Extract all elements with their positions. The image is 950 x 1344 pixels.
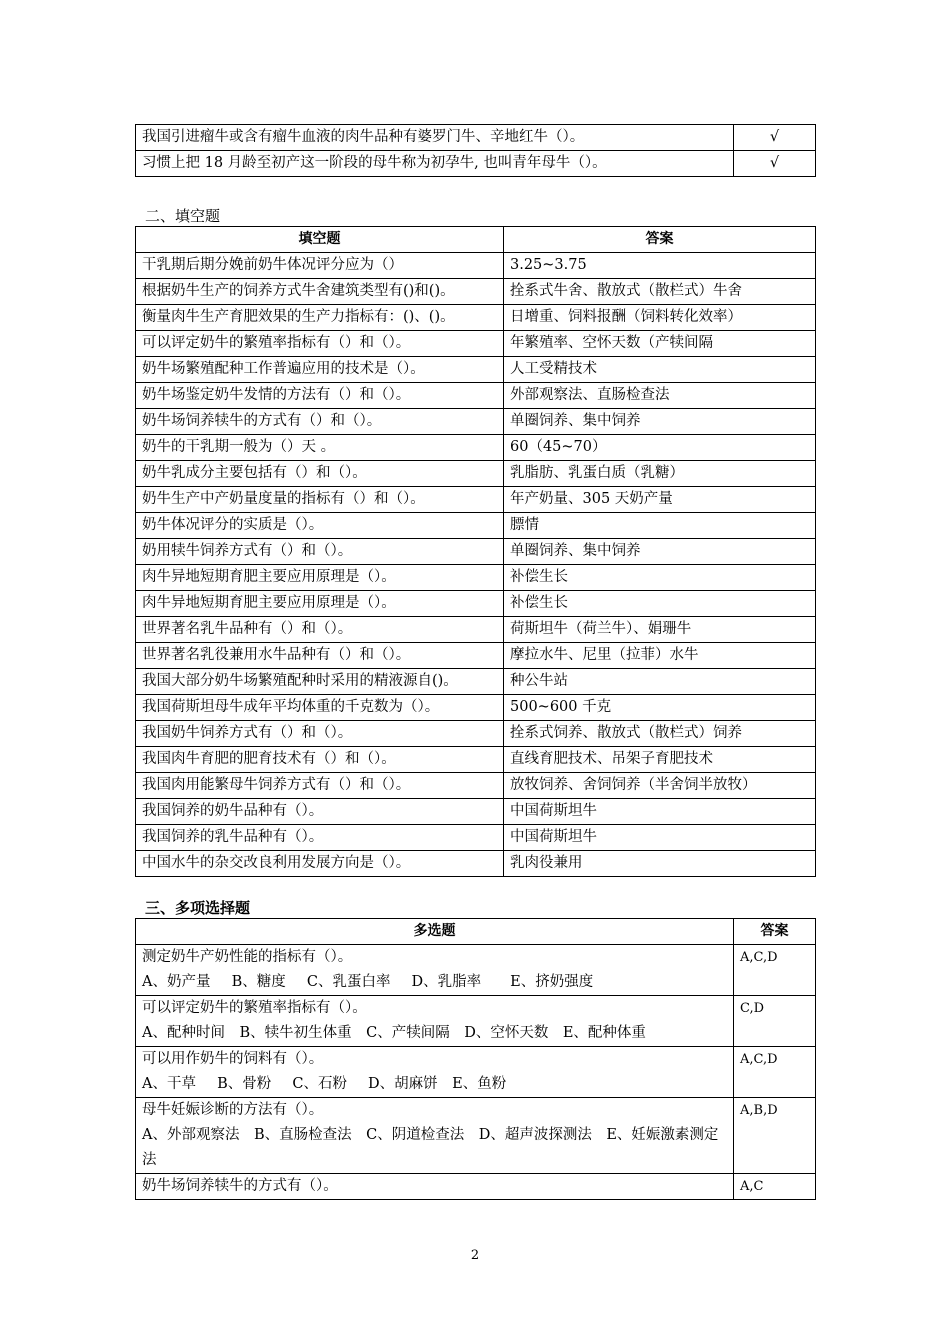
answer-cell: 膘情	[504, 513, 816, 539]
question-cell: 我国饲养的乳牛品种有（）。	[136, 825, 504, 851]
table-row	[136, 331, 816, 357]
answer-cell: 乳肉役兼用	[504, 851, 816, 877]
table-row	[136, 695, 816, 721]
answer-cell: 3.25~3.75	[504, 253, 816, 279]
question-cell: 根据奶牛生产的饲养方式牛舍建筑类型有()和()。	[136, 279, 504, 305]
question-cell: 奶牛的干乳期一般为（）天 。	[136, 435, 504, 461]
mc-question-header: 多选题	[136, 919, 734, 945]
answer-cell: A,C,D	[734, 945, 816, 996]
question-cell: 我国引进瘤牛或含有瘤牛血液的肉牛品种有婆罗门牛、辛地红牛（）。	[136, 125, 734, 151]
answer-cell: √	[734, 125, 816, 151]
answer-cell: 日增重、饲料报酬（饲料转化效率）	[504, 305, 816, 331]
fill-in-table	[135, 226, 816, 877]
question-cell: 干乳期后期分娩前奶牛体况评分应为（）	[136, 253, 504, 279]
question-cell: 奶用犊牛饲养方式有（）和（）。	[136, 539, 504, 565]
table-row	[136, 151, 816, 177]
answer-cell: 补偿生长	[504, 591, 816, 617]
table-row	[136, 669, 816, 695]
table-row	[136, 357, 816, 383]
question-cell: 中国水牛的杂交改良利用发展方向是（）。	[136, 851, 504, 877]
question-cell: 奶牛生产中产奶量度量的指标有（）和（）。	[136, 487, 504, 513]
question-cell: 世界著名乳牛品种有（）和（）。	[136, 617, 504, 643]
options-text: A、干草 B、骨粉 C、石粉 D、胡麻饼 E、鱼粉	[142, 1076, 507, 1092]
mc-header-row	[136, 919, 816, 945]
question-cell: 奶牛场鉴定奶牛发情的方法有（）和（）。	[136, 383, 504, 409]
table-row	[136, 487, 816, 513]
question-cell	[136, 1047, 734, 1098]
answer-cell: 人工受精技术	[504, 357, 816, 383]
question-cell: 我国大部分奶牛场繁殖配种时采用的精液源自()。	[136, 669, 504, 695]
table-row	[136, 125, 816, 151]
question-cell: 我国荷斯坦母牛成年平均体重的千克数为（）。	[136, 695, 504, 721]
table-row	[136, 539, 816, 565]
answer-cell: 外部观察法、直肠检查法	[504, 383, 816, 409]
fill-header-row	[136, 227, 816, 253]
table-row	[136, 513, 816, 539]
table-row	[136, 1047, 816, 1098]
question-cell: 我国饲养的奶牛品种有（）。	[136, 799, 504, 825]
options-text: A、配种时间 B、犊牛初生体重 C、产犊间隔 D、空怀天数 E、配种体重	[142, 1025, 646, 1041]
table-row	[136, 279, 816, 305]
question-text: 测定奶牛产奶性能的指标有（）。	[142, 949, 353, 965]
table-row	[136, 996, 816, 1047]
question-cell: 可以评定奶牛的繁殖率指标有（）和（）。	[136, 331, 504, 357]
answer-cell: A,C	[734, 1174, 816, 1200]
answer-cell: 年繁殖率、空怀天数（产犊间隔	[504, 331, 816, 357]
question-cell	[136, 945, 734, 996]
fill-answer-header: 答案	[504, 227, 816, 253]
table-row	[136, 799, 816, 825]
table-row	[136, 409, 816, 435]
table-row	[136, 825, 816, 851]
question-cell: 肉牛异地短期育肥主要应用原理是（）。	[136, 591, 504, 617]
table-row	[136, 565, 816, 591]
question-cell	[136, 996, 734, 1047]
multiple-choice-table	[135, 918, 816, 1200]
table-row	[136, 617, 816, 643]
question-cell: 奶牛乳成分主要包括有（）和（）。	[136, 461, 504, 487]
question-text: 母牛妊娠诊断的方法有（）。	[142, 1102, 324, 1118]
answer-cell: 直线育肥技术、吊架子育肥技术	[504, 747, 816, 773]
mc-answer-header: 答案	[734, 919, 816, 945]
page-number: 2	[470, 1248, 480, 1263]
answer-cell: 乳脂肪、乳蛋白质（乳糖）	[504, 461, 816, 487]
question-cell	[136, 1174, 734, 1200]
table-row	[136, 253, 816, 279]
answer-cell: A,C,D	[734, 1047, 816, 1098]
options-text: A、外部观察法 B、直肠检查法 C、阴道检查法 D、超声波探测法 E、妊娠激素测定法	[142, 1127, 719, 1168]
true-false-table	[135, 124, 816, 177]
answer-cell: 拴系式饲养、散放式（散栏式）饲养	[504, 721, 816, 747]
answer-cell: 单圈饲养、集中饲养	[504, 409, 816, 435]
table-row	[136, 383, 816, 409]
answer-cell: 中国荷斯坦牛	[504, 799, 816, 825]
options-text: A、奶产量 B、糖度 C、乳蛋白率 D、乳脂率 E、挤奶强度	[142, 974, 594, 990]
table-row	[136, 1174, 816, 1200]
question-cell: 我国奶牛饲养方式有（）和（）。	[136, 721, 504, 747]
answer-cell: C,D	[734, 996, 816, 1047]
question-cell: 我国肉牛育肥的肥育技术有（）和（）。	[136, 747, 504, 773]
answer-cell: 补偿生长	[504, 565, 816, 591]
question-cell: 奶牛体况评分的实质是（）。	[136, 513, 504, 539]
question-cell: 肉牛异地短期育肥主要应用原理是（）。	[136, 565, 504, 591]
table-row	[136, 851, 816, 877]
question-cell	[136, 1098, 734, 1174]
question-cell: 世界著名乳役兼用水牛品种有（）和（）。	[136, 643, 504, 669]
question-cell: 奶牛场饲养犊牛的方式有（）和（）。	[136, 409, 504, 435]
table-row	[136, 591, 816, 617]
table-row	[136, 643, 816, 669]
question-text: 可以用作奶牛的饲料有（）。	[142, 1051, 324, 1067]
table-row	[136, 461, 816, 487]
answer-cell: 单圈饲养、集中饲养	[504, 539, 816, 565]
question-cell: 奶牛场繁殖配种工作普遍应用的技术是（）。	[136, 357, 504, 383]
answer-cell: A,B,D	[734, 1098, 816, 1174]
table-row	[136, 305, 816, 331]
mc-section-heading: 三、多项选择题	[145, 899, 251, 917]
answer-cell: 种公牛站	[504, 669, 816, 695]
table-row	[136, 747, 816, 773]
answer-cell: 拴系式牛舍、散放式（散栏式）牛舍	[504, 279, 816, 305]
question-cell: 习惯上把 18 月龄至初产这一阶段的母牛称为初孕牛, 也叫青年母牛（）。	[136, 151, 734, 177]
table-row	[136, 435, 816, 461]
question-cell: 衡量肉牛生产育肥效果的生产力指标有：()、()。	[136, 305, 504, 331]
answer-cell: 摩拉水牛、尼里（拉菲）水牛	[504, 643, 816, 669]
answer-cell: 60（45~70）	[504, 435, 816, 461]
answer-cell: 荷斯坦牛（荷兰牛）、娟珊牛	[504, 617, 816, 643]
table-row	[136, 721, 816, 747]
question-cell: 我国肉用能繁母牛饲养方式有（）和（）。	[136, 773, 504, 799]
question-text: 奶牛场饲养犊牛的方式有（）。	[142, 1178, 338, 1194]
answer-cell: 放牧饲养、舍饲饲养（半舍饲半放牧）	[504, 773, 816, 799]
table-row	[136, 1098, 816, 1174]
question-text: 可以评定奶牛的繁殖率指标有（）。	[142, 1000, 367, 1016]
table-row	[136, 945, 816, 996]
answer-cell: 年产奶量、305 天奶产量	[504, 487, 816, 513]
answer-cell: 500~600 千克	[504, 695, 816, 721]
answer-cell: 中国荷斯坦牛	[504, 825, 816, 851]
table-row	[136, 773, 816, 799]
answer-cell: √	[734, 151, 816, 177]
fill-question-header: 填空题	[136, 227, 504, 253]
fill-section-heading: 二、填空题	[145, 207, 221, 225]
